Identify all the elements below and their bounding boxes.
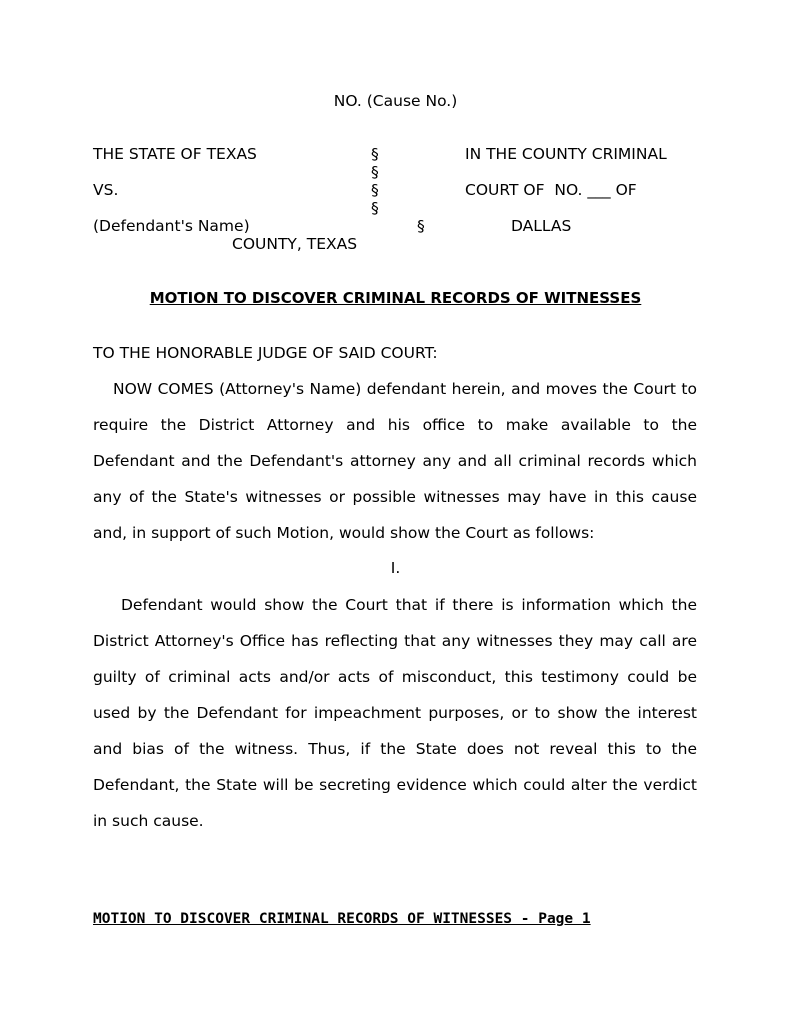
body-paragraph-1: NOW COMES (Attorney's Name) defendant herein, and moves the Court to require the District Attorney and his office to make available to the Defendant and the Defendant's attorney any and all criminal records which any of the State's witnesses or possible witnesses may have in this cause and, in support of such Motion, would show the Court as follows:	[93, 380, 697, 542]
page-footer: MOTION TO DISCOVER CRIMINAL RECORDS OF WITNESSES - Page 1	[93, 911, 591, 927]
caption-court-line2: COURT OF NO. ___ OF	[465, 181, 637, 199]
caption-court-line4: COUNTY, TEXAS	[232, 235, 358, 253]
cause-number: NO. (Cause No.)	[333, 92, 458, 110]
section-symbol: §	[417, 217, 425, 235]
section-symbol: §	[371, 199, 379, 217]
caption-court-line3: DALLAS	[511, 217, 572, 235]
caption-court-line1: IN THE COUNTY CRIMINAL	[465, 145, 667, 163]
caption-vs: VS.	[93, 181, 119, 199]
section-symbol: §	[371, 163, 379, 181]
section-symbol: §	[371, 145, 379, 163]
salutation: TO THE HONORABLE JUDGE OF SAID COURT:	[93, 344, 438, 362]
caption-state: THE STATE OF TEXAS	[93, 145, 257, 163]
section-number: I.	[390, 559, 401, 577]
body-paragraph-2: Defendant would show the Court that if there is information which the District Attorney's Office has reflecting that any witnesses they may call are guilty of criminal acts and/or acts of misconduct, this testimony could be used by the Defendant for impeachment purposes, or to show the interest and bias of the witness. Thus, if the State does not reveal this to the Defendant, the State will be secreting evidence which could alter the verdict in such cause.	[93, 596, 697, 830]
document-title: MOTION TO DISCOVER CRIMINAL RECORDS OF WITNESSES	[149, 289, 642, 307]
caption-defendant: (Defendant's Name)	[93, 217, 250, 235]
section-symbol: §	[371, 181, 379, 199]
